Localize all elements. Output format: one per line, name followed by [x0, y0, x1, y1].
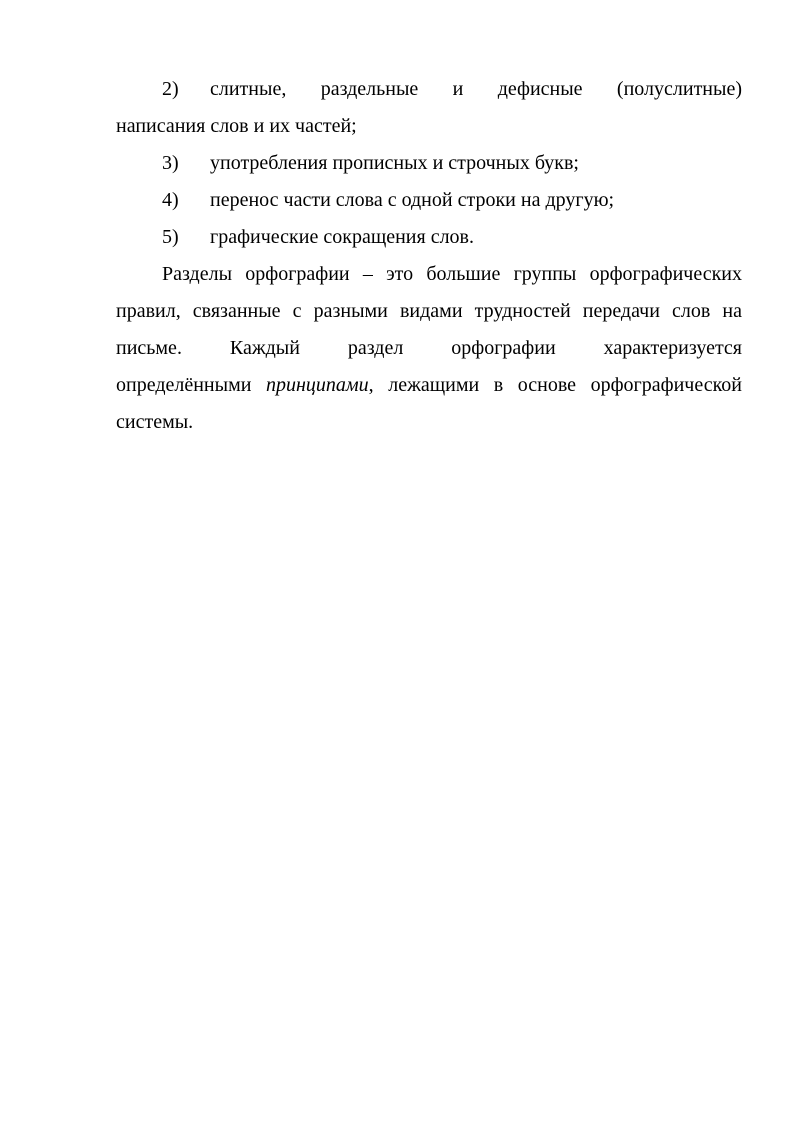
- list-word: (полуслитные): [616, 78, 742, 100]
- list-item-text: перенос части слова с одной строки на другую;: [210, 189, 615, 211]
- paragraph: [116, 256, 742, 441]
- list-word: дефисные: [497, 78, 583, 100]
- paragraph-line: системы.: [116, 411, 194, 433]
- list-item-text: употребления прописных и строчных букв;: [210, 152, 579, 174]
- list-number: 2): [162, 78, 179, 100]
- paragraph-line: письме. Каждый раздел орфографии характеризуется: [116, 337, 742, 359]
- list-item-2: [116, 71, 742, 108]
- list-word: слитные,: [210, 78, 287, 100]
- list-number: 3): [162, 152, 179, 174]
- paragraph-text: , лежащими в основе орфографической: [368, 374, 743, 396]
- list-item-2-continuation: написания слов и их частей;: [116, 115, 357, 137]
- paragraph-text: определёнными: [116, 374, 266, 396]
- list-number: 5): [162, 226, 179, 248]
- list-word: и: [452, 78, 464, 100]
- list-item-2-first-line: [210, 71, 742, 108]
- list-word: раздельные: [320, 78, 419, 100]
- italic-term: принципами: [265, 374, 369, 396]
- list-item-3: [116, 145, 742, 182]
- list-item-text: графические сокращения слов.: [210, 226, 475, 248]
- paragraph-line-with-italic: [116, 367, 742, 404]
- paragraph-line: Разделы орфографии – это большие группы орфографических: [162, 263, 742, 285]
- paragraph-line: правил, связанные с разными видами трудностей передачи слов на: [116, 300, 742, 322]
- document-body: [116, 71, 742, 441]
- list-number: 4): [162, 189, 179, 211]
- list-item-4: [116, 182, 742, 219]
- list-item-5: [116, 219, 742, 256]
